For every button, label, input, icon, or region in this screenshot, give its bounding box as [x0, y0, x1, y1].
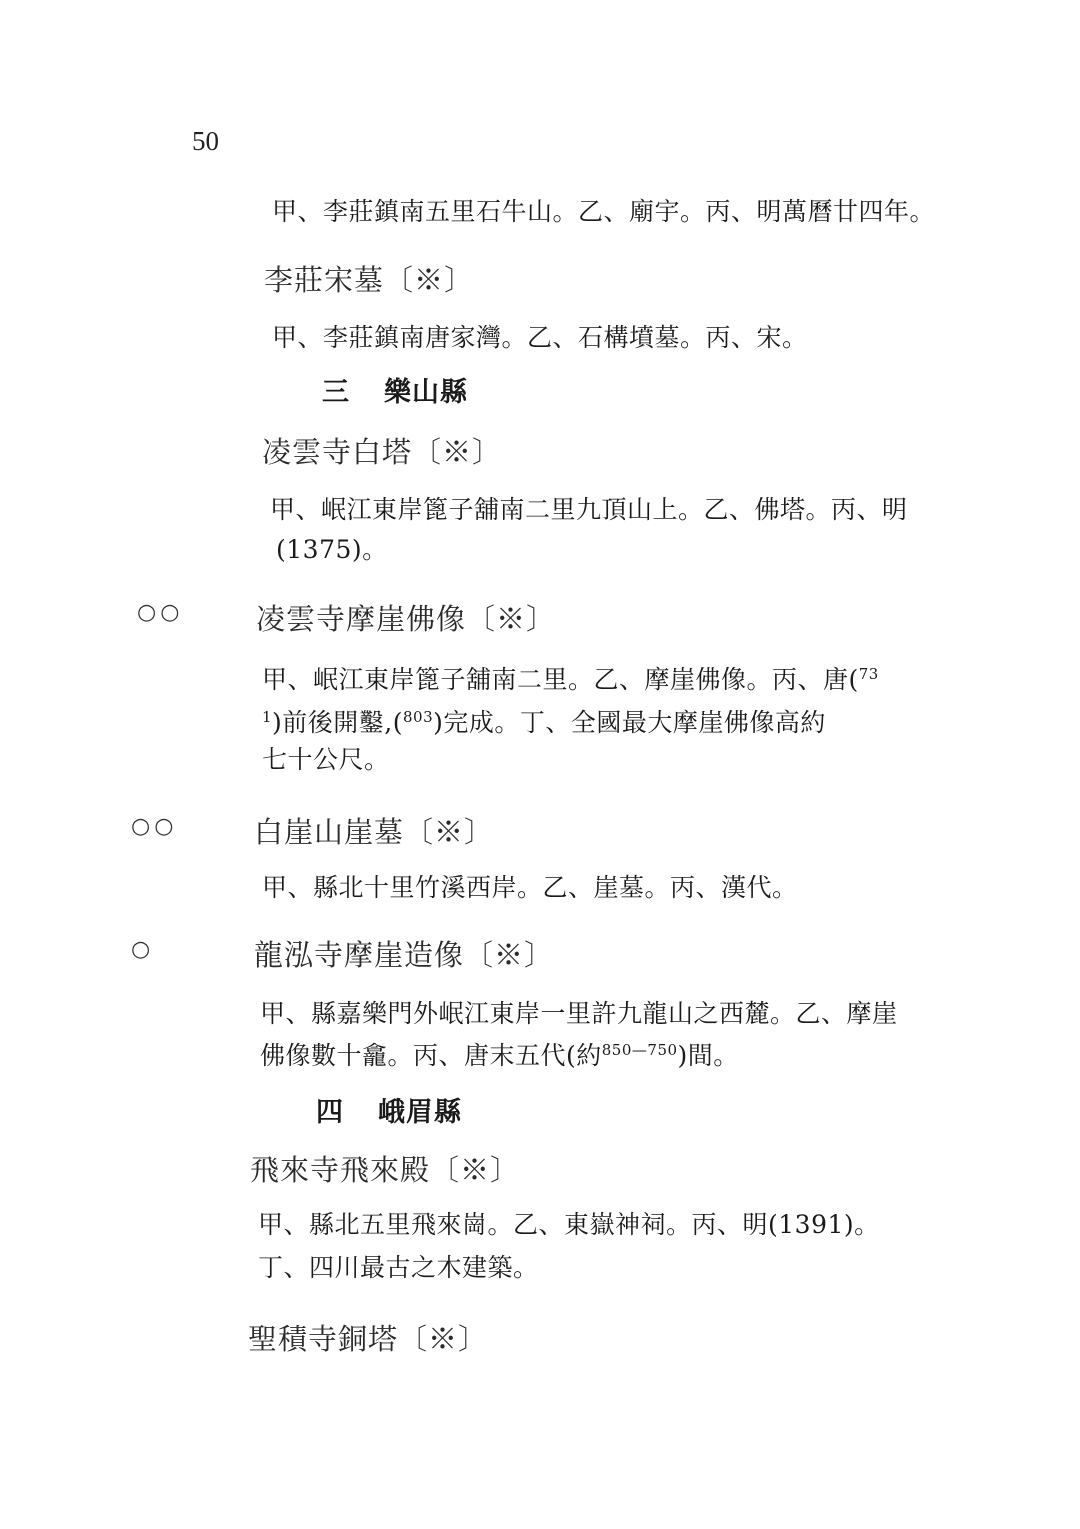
entry-detail-line: 甲、縣北十里竹溪西岸。乙、崖墓。丙、漢代。: [262, 873, 798, 902]
entry-heading-lingyun-white-pagoda: 凌雲寺白塔〔※〕: [262, 435, 503, 469]
section-heading-emei: [316, 1090, 462, 1129]
entry-detail-line: 甲、李莊鎮南五里石牛山。乙、廟宇。丙、明萬曆廿四年。: [272, 197, 936, 226]
detail-text: )前後開鑿,(: [272, 708, 404, 737]
section-number: 四: [316, 1097, 344, 1128]
detail-superscript: 850—750: [601, 1041, 678, 1059]
entry-detail-line: 甲、縣嘉樂門外岷江東岸一里許九龍山之西麓。乙、摩崖: [260, 999, 898, 1028]
importance-mark: ○○: [131, 814, 178, 839]
page-number: 50: [192, 126, 219, 156]
detail-text: )完成。丁、全國最大摩崖佛像高約: [433, 708, 826, 737]
detail-superscript: 1: [262, 708, 273, 726]
entry-heading-lingyun-cliff-buddha: 凌雲寺摩崖佛像〔※〕: [256, 602, 557, 636]
entry-detail-line: 丁、四川最古之木建築。: [258, 1253, 539, 1282]
detail-text: )間。: [677, 1041, 739, 1070]
entry-detail-line: 七十公尺。: [262, 745, 390, 774]
section-number: 三: [322, 377, 350, 408]
entry-heading-lizhuang-song-tomb: 李莊宋墓〔※〕: [264, 263, 475, 297]
importance-mark: ○: [131, 937, 155, 962]
entry-detail-line: [262, 660, 879, 696]
entry-heading-longhong-cliff-carvings: 龍泓寺摩崖造像〔※〕: [254, 938, 555, 972]
section-title: 峨眉縣: [378, 1097, 462, 1128]
entry-heading-baiyashan-cliff-tombs: 白崖山崖墓〔※〕: [254, 815, 495, 849]
section-heading-leshan: [322, 370, 468, 409]
detail-text: 甲、岷江東岸篦子舖南二里。乙、摩崖佛像。丙、唐(: [262, 665, 859, 694]
detail-superscript: 73: [858, 665, 879, 683]
detail-text: 佛像數十龕。丙、唐末五代(約: [260, 1041, 602, 1070]
entry-detail-line: (1375)。: [276, 535, 388, 564]
entry-detail-line: 甲、岷江東岸篦子舖南二里九頂山上。乙、佛塔。丙、明: [270, 495, 908, 524]
entry-heading-shengji-bronze-pagoda: 聖積寺銅塔〔※〕: [248, 1322, 489, 1356]
entry-detail-line: [260, 1036, 739, 1072]
entry-detail-line: 甲、李莊鎮南唐家灣。乙、石構墳墓。丙、宋。: [272, 323, 808, 352]
section-title: 樂山縣: [384, 377, 468, 408]
importance-mark: ○○: [137, 600, 184, 625]
entry-detail-line: 甲、縣北五里飛來崗。乙、東嶽神祠。丙、明(1391)。: [258, 1210, 880, 1239]
detail-superscript: 803: [403, 708, 434, 726]
entry-detail-line: [262, 703, 826, 739]
entry-heading-feilai-hall: 飛來寺飛來殿〔※〕: [250, 1153, 521, 1187]
